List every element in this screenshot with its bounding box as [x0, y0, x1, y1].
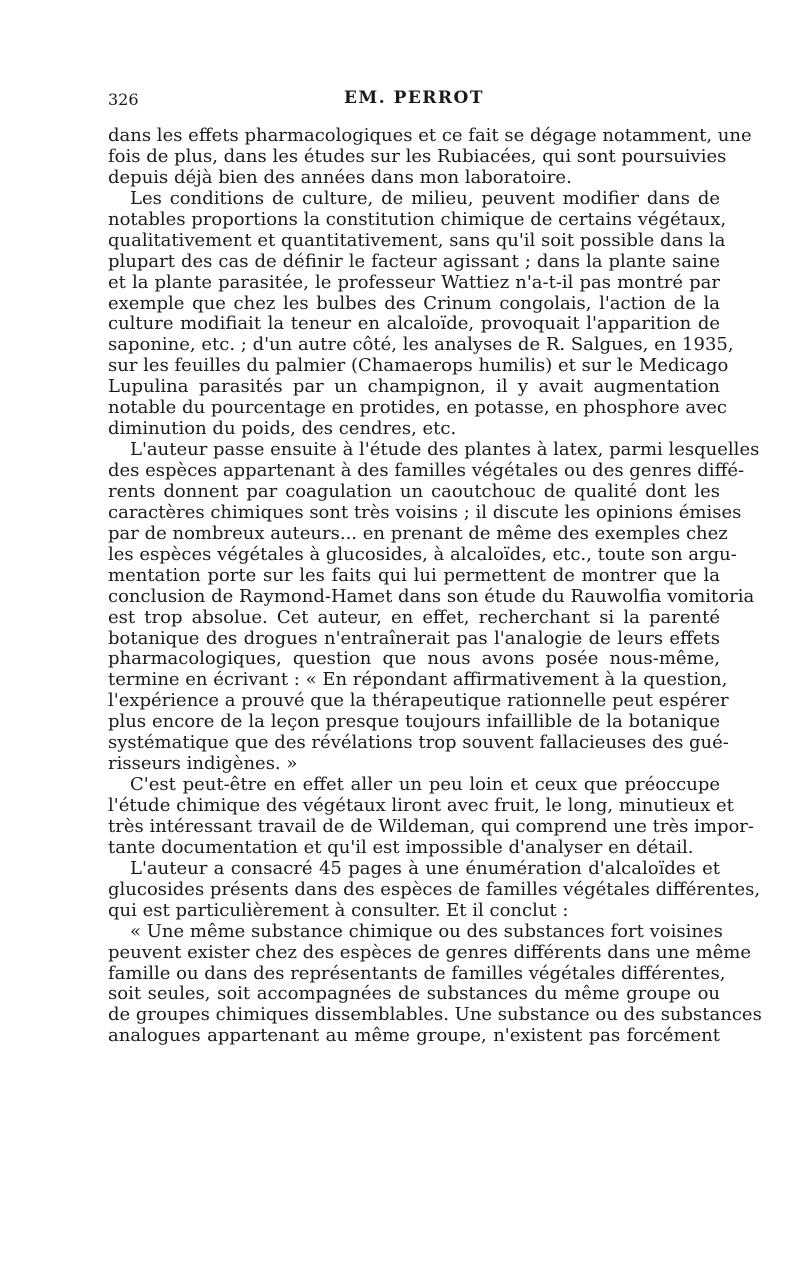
text-line: plupart des cas de définir le facteur agissant ; dans la plante saine [108, 250, 720, 272]
text-line: très intéressant travail de de Wildeman, qui comprend une très impor- [108, 815, 754, 837]
text-line: qualitativement et quantitativement, sans qu'il soit possible dans la [108, 229, 726, 251]
text-line: et la plante parasitée, le professeur Wattiez n'a-t-il pas montré par [108, 271, 720, 293]
text-line: culture modifiait la teneur en alcaloïde, provoquait l'apparition de [108, 313, 720, 335]
text-line: Lupulina parasités par un champignon, il y avait augmentation [108, 376, 720, 398]
text-line: l'expérience a prouvé que la thérapeutique rationnelle peut espérer [108, 690, 729, 712]
text-line: pharmacologiques, question que nous avons posée nous-même, [108, 648, 720, 670]
text-line: botanique des drogues n'entraînerait pas l'analogie de leurs effets [108, 627, 720, 649]
text-line: plus encore de la leçon presque toujours infaillible de la botanique [108, 711, 720, 733]
text-line: conclusion de Raymond-Hamet dans son étude du Rauwolfia vomitoria [108, 585, 755, 607]
text-line: l'étude chimique des végétaux liront avec fruit, le long, minutieux et [108, 795, 734, 816]
text-line: tante documentation et qu'il est impossible d'analyser en détail. [108, 836, 694, 858]
text-line: risseurs indigènes. » [108, 753, 298, 775]
text-line: glucosides présents dans des espèces de familles végétales différentes, [108, 878, 761, 900]
text-line: L'auteur passe ensuite à l'étude des plantes à latex, parmi lesquelles [130, 439, 760, 461]
text-line: des espèces appartenant à des familles végétales ou des genres diffé- [108, 460, 745, 481]
text-line: de groupes chimiques dissemblables. Une substance ou des substances [108, 1004, 762, 1026]
text-line: par de nombreux auteurs... en prenant de même des exemples chez [108, 522, 728, 544]
text-line: peuvent exister chez des espèces de genres différents dans une même [108, 941, 752, 963]
text-line: « Une même substance chimique ou des substances fort voisines [130, 920, 723, 942]
text-line: caractères chimiques sont très voisins ; il discute les opinions émises [108, 501, 742, 523]
text-line: L'auteur a consacré 45 pages à une énumération d'alcaloïdes et [130, 857, 720, 879]
page-header [108, 86, 720, 116]
text-line: soit seules, soit accompagnées de substances du même groupe ou [108, 983, 720, 1005]
text-line: notable du pourcentage en protides, en potasse, en phosphore avec [108, 397, 727, 419]
text-line: notables proportions la constitution chimique de certains végétaux, [108, 208, 727, 230]
text-line: analogues appartenant au même groupe, n'existent pas forcément [108, 1025, 720, 1047]
text-line: exemple que chez les bulbes des Crinum congolais, l'action de la [108, 292, 720, 314]
running-title: EM. PERROT [343, 88, 485, 108]
text-line: dans les effets pharmacologiques et ce fait se dégage notamment, une [108, 125, 752, 146]
text-line: termine en écrivant : « En répondant affirmativement à la question, [108, 669, 728, 691]
text-line: est trop absolue. Cet auteur, en effet, recherchant si la parenté [108, 606, 720, 628]
text-line: systématique que des révélations trop souvent fallacieuses des gué- [108, 732, 729, 754]
text-line: mentation porte sur les faits qui lui permettent de montrer que la [108, 564, 720, 586]
text-line: C'est peut-être en effet aller un peu loin et ceux que préoccupe [130, 774, 720, 796]
text-line: rents donnent par coagulation un caoutchouc de qualité dont les [108, 480, 720, 502]
text-line: diminution du poids, des cendres, etc. [108, 418, 457, 440]
text-line: sur les feuilles du palmier (Chamaerops humilis) et sur le Medicago [108, 355, 729, 377]
body-text [108, 125, 762, 1047]
page-number: 326 [108, 90, 139, 109]
text-line: depuis déjà bien des années dans mon laboratoire. [108, 166, 572, 188]
text-line: fois de plus, dans les études sur les Rubiacées, qui sont poursuivies [108, 145, 727, 167]
text-line: qui est particulièrement à consulter. Et il conclut : [108, 899, 569, 921]
text-line: les espèces végétales à glucosides, à alcaloïdes, etc., toute son argu- [108, 543, 737, 565]
text-line: Les conditions de culture, de milieu, peuvent modifier dans de [130, 187, 720, 209]
text-line: famille ou dans des représentants de familles végétales différentes, [108, 962, 726, 984]
text-line: saponine, etc. ; d'un autre côté, les analyses de R. Salgues, en 1935, [108, 334, 734, 356]
